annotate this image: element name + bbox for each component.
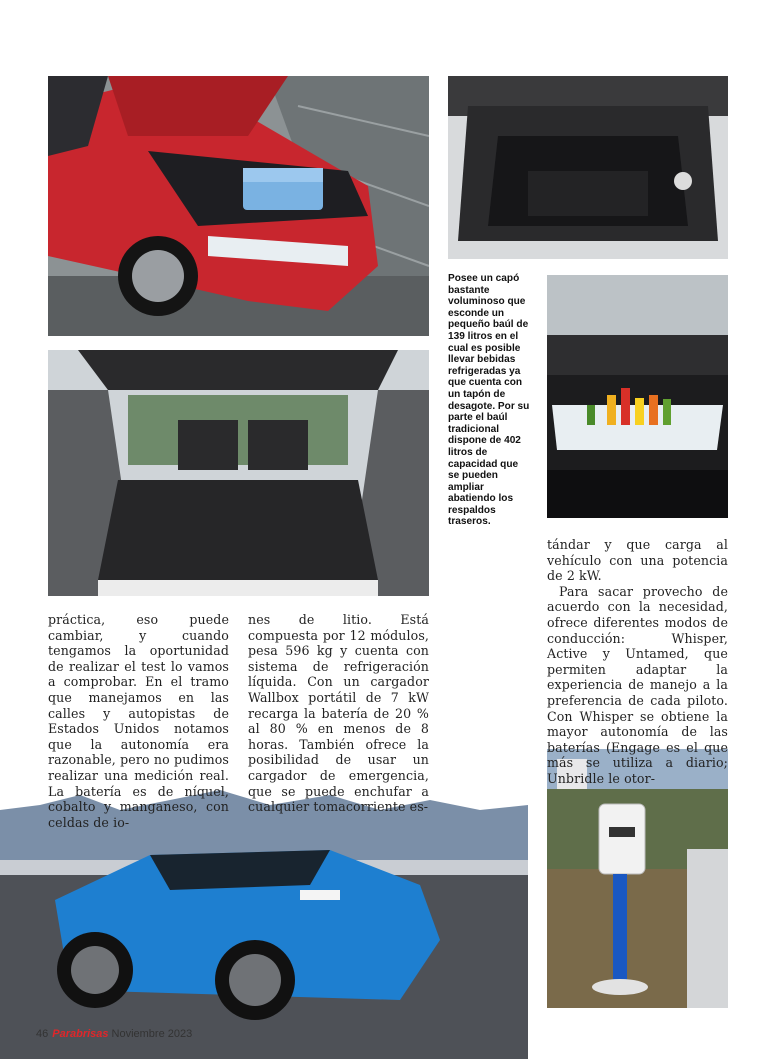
photo-frunk-drinks (547, 275, 728, 518)
article-column-3-paragraph-1: tándar y que carga al vehículo con una potencia de 2 kW. (547, 537, 728, 584)
article-column-2 (248, 612, 429, 815)
article-column-3 (547, 537, 728, 787)
article-column-1-text: práctica, eso puede cambiar, y cuando tengamos la oportunidad de realizar el test lo vamos a comprobar. En el tramo que manejamos en las calles y autopistas de Estados Unidos notamos que la autonomía era razonable, pero no pudimos realizar una medición real. La batería es de níquel, cobalto y manganeso, con celdas de io- (48, 612, 229, 830)
article-column-1 (48, 612, 229, 830)
photo-red-car-frunk (48, 76, 429, 336)
photo-blue-car (0, 790, 528, 1059)
photo-frunk-interior (448, 76, 728, 259)
photo-charger (547, 749, 728, 1008)
photo-caption: Posee un capó bastante voluminoso que esconde un pequeño baúl de 139 litros en el cual es posible llevar bebidas refrigeradas ya que cuenta con un tapón de desagote. Por su parte el baúl tradicional dispone de 402 litros de capacidad que se pueden ampliar abatiendo los respaldos traseros. (448, 273, 530, 528)
page-footer (36, 1028, 192, 1040)
page-number: 46 (36, 1028, 49, 1040)
photo-cargo-area (48, 350, 429, 596)
issue-date: Noviembre 2023 (111, 1028, 193, 1040)
article-column-2-text: nes de litio. Está compuesta por 12 módulos, pesa 596 kg y cuenta con sistema de refrigeración líquida. Con un cargador Wallbox portátil de 7 kW recarga la batería de 20 % al 80 % en menos de 8 horas. También ofrece la posibilidad de usar un cargador de emergencia, que se puede enchufar a cualquier tomacorriente es- (248, 612, 429, 815)
article-column-3-paragraph-2: Para sacar provecho de acuerdo con la necesidad, ofrece diferentes modos de conducción: Whisper, Active y Untamed, que permiten adaptar la experiencia de manejo a la preferencia de cada piloto. Con Whisper se obtiene la mayor autonomía de las baterías (Engage es el que más se utiliza a diario; Unbridle le otor- (547, 583, 728, 786)
magazine-brand: Parabrisas (52, 1028, 109, 1040)
